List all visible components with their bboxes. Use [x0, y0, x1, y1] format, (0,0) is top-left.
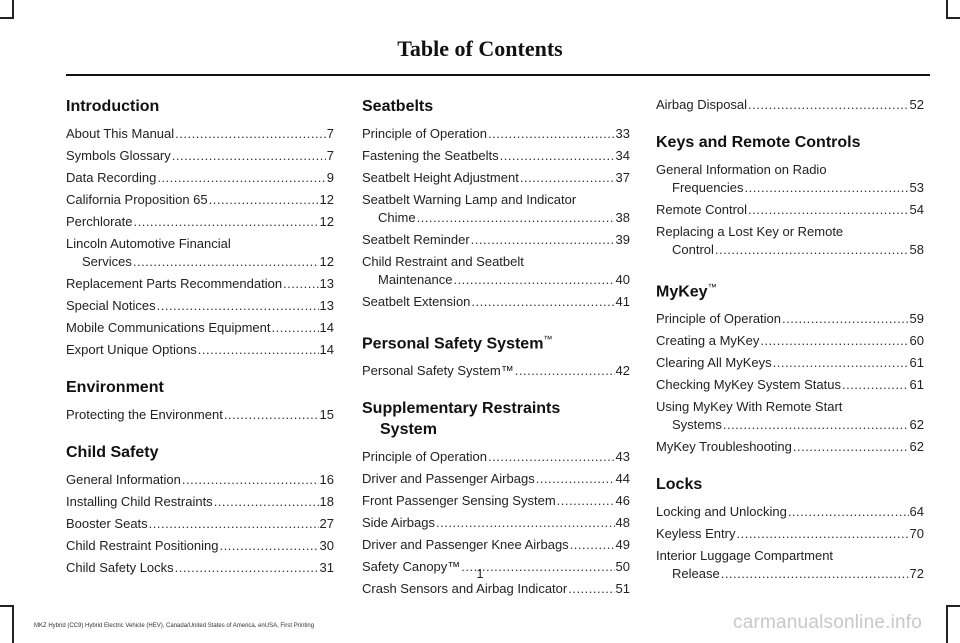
- dot-leader: [175, 125, 326, 143]
- section-heading-text: Seatbelts: [362, 98, 434, 115]
- section-heading: [656, 277, 924, 302]
- toc-entry-page: 40: [615, 272, 630, 287]
- toc-entry-title-line1: General Information on Radio: [656, 162, 827, 177]
- toc-entry-title-line1: Interior Luggage Compartment: [656, 548, 834, 564]
- toc-entry[interactable]: [362, 293, 630, 311]
- crop-mark: [0, 605, 14, 607]
- toc-entry[interactable]: [362, 448, 630, 466]
- toc-entry-title: Personal Safety System™: [362, 363, 514, 379]
- toc-entry-row: [362, 448, 630, 466]
- dot-leader: [500, 147, 615, 165]
- trademark-symbol: ™: [707, 282, 717, 292]
- toc-entry[interactable]: [362, 125, 630, 143]
- toc-entry-page: 12: [319, 254, 334, 269]
- toc-entry-row: [656, 332, 924, 350]
- toc-entry[interactable]: [66, 235, 334, 271]
- toc-entry-page: 33: [615, 126, 630, 141]
- toc-column-1: [66, 96, 334, 595]
- toc-entry-page: 14: [319, 342, 334, 357]
- toc-entry-row: [66, 147, 334, 165]
- toc-entry-title: Seatbelt Extension: [362, 294, 471, 309]
- toc-entry[interactable]: [66, 125, 334, 143]
- toc-entry-row: [66, 319, 334, 337]
- toc-entry-row: [66, 191, 334, 209]
- toc-entry-title: Protecting the Environment: [66, 407, 223, 422]
- dot-leader: [557, 492, 615, 510]
- toc-entry-title: Principle of Operation: [656, 311, 782, 327]
- section-heading-text: Keys and Remote Controls: [656, 134, 861, 151]
- toc-entry-page: 48: [615, 515, 630, 531]
- toc-entry-title: Booster Seats: [66, 516, 148, 531]
- toc-section: [362, 96, 630, 311]
- toc-entry-row: [66, 125, 334, 143]
- toc-entry-title: Child Safety Locks: [66, 560, 174, 575]
- toc-entry-page: 12: [319, 192, 334, 207]
- crop-mark: [12, 605, 14, 643]
- toc-entry[interactable]: [656, 223, 924, 259]
- toc-entry-row: [656, 241, 924, 259]
- toc-column-2: [362, 96, 630, 616]
- toc-entry-title: Locking and Unlocking: [656, 504, 787, 520]
- toc-entry-page: 30: [319, 538, 334, 553]
- toc-entry-row: [656, 416, 924, 434]
- toc-entry-row: [66, 275, 334, 293]
- toc-entry[interactable]: [656, 438, 924, 456]
- toc-entry-title: General Information: [66, 472, 181, 487]
- toc-entry[interactable]: [362, 231, 630, 249]
- toc-entry-page: 61: [909, 377, 924, 393]
- dot-leader: [745, 179, 909, 197]
- toc-entry[interactable]: [66, 297, 334, 315]
- toc-entry[interactable]: [656, 332, 924, 350]
- toc-entry-title: Remote Control: [656, 202, 748, 217]
- toc-entry-title: Clearing All MyKeys: [656, 355, 772, 371]
- section-heading-text: MyKey: [656, 283, 708, 301]
- dot-leader: [219, 537, 318, 555]
- toc-entry[interactable]: [66, 493, 334, 511]
- dot-leader: [736, 525, 908, 543]
- toc-entry-page: 9: [326, 170, 334, 185]
- toc-entry-title: Safety Canopy™: [362, 559, 461, 575]
- section-heading-text: Child Safety: [66, 444, 159, 461]
- toc-entry-row: [362, 492, 630, 510]
- toc-entry-row: [66, 297, 334, 315]
- toc-entry-page: 54: [909, 202, 924, 217]
- crop-mark: [0, 17, 14, 19]
- dot-leader: [436, 514, 615, 532]
- section-heading: [66, 377, 334, 398]
- toc-entry-row: [362, 147, 630, 165]
- toc-entry-page: 13: [319, 276, 334, 291]
- toc-entry-row: [66, 253, 334, 271]
- dot-leader: [520, 169, 615, 187]
- toc-entry-title: Seatbelt Reminder: [362, 232, 470, 247]
- toc-entry-page: 38: [615, 210, 630, 225]
- toc-entry-row: [66, 169, 334, 187]
- page-title: Table of Contents: [397, 36, 563, 61]
- toc-entry-title: Maintenance: [378, 272, 453, 287]
- dot-leader: [715, 241, 909, 259]
- toc-entry-page: 59: [909, 311, 924, 327]
- toc-entry-title: Fastening the Seatbelts: [362, 148, 499, 163]
- toc-entry-page: 49: [615, 537, 630, 553]
- toc-entry-page: 72: [909, 566, 924, 582]
- toc-entry[interactable]: [66, 275, 334, 293]
- toc-entry[interactable]: [362, 514, 630, 532]
- toc-entry-row: [362, 125, 630, 143]
- toc-entry-title-line1: Using MyKey With Remote Start: [656, 399, 843, 415]
- toc-entry-page: 50: [615, 559, 630, 575]
- toc-entry-title: Release: [672, 566, 720, 582]
- toc-entry[interactable]: [362, 147, 630, 165]
- toc-entry-row: [66, 493, 334, 511]
- section-heading: [66, 96, 334, 117]
- toc-section: [66, 442, 334, 577]
- section-heading: [66, 442, 334, 463]
- section-heading-line2: System: [380, 421, 437, 439]
- toc-entry-title: Data Recording: [66, 170, 157, 185]
- toc-entry-row: [656, 201, 924, 219]
- section-heading-text: Locks: [656, 476, 703, 494]
- toc-entry[interactable]: [362, 470, 630, 488]
- dot-leader: [748, 201, 908, 219]
- dot-leader: [488, 125, 615, 143]
- section-heading-text: Environment: [66, 379, 164, 396]
- toc-entry-row: [66, 406, 334, 424]
- toc-entry-page: 15: [319, 407, 334, 422]
- dot-leader: [788, 503, 909, 521]
- dot-leader: [471, 293, 614, 311]
- toc-entry-page: 46: [615, 493, 630, 509]
- toc-entry-row: [362, 470, 630, 488]
- dot-leader: [209, 191, 319, 209]
- toc-entry-row: [66, 471, 334, 489]
- toc-entry-title: Principle of Operation: [362, 449, 488, 465]
- toc-entry-title: Seatbelt Height Adjustment: [362, 170, 519, 185]
- toc-entry-title: Chime: [378, 210, 416, 225]
- toc-entry-page: 41: [615, 294, 630, 309]
- toc-entry-title: Child Restraint Positioning: [66, 538, 219, 553]
- toc-section: [656, 277, 924, 456]
- toc-entry[interactable]: [66, 341, 334, 359]
- toc-entry-title-line1: Lincoln Automotive Financial: [66, 236, 231, 251]
- toc-entry-page: 70: [909, 526, 924, 542]
- dot-leader: [198, 341, 319, 359]
- toc-entry-row: [362, 231, 630, 249]
- toc-entry-title: MyKey Troubleshooting: [656, 439, 792, 455]
- toc-entry-row: [362, 293, 630, 311]
- toc-entry-row: [362, 271, 630, 289]
- toc-section: [66, 377, 334, 424]
- toc-entry-row: [66, 537, 334, 555]
- toc-entry-title: Control: [672, 242, 714, 257]
- toc-entry[interactable]: [362, 362, 630, 380]
- toc-entry-page: 7: [326, 126, 334, 141]
- trademark-symbol: ™: [543, 334, 553, 344]
- section-heading: [362, 329, 630, 354]
- toc-entry[interactable]: [66, 515, 334, 533]
- dot-leader: [568, 580, 614, 598]
- dot-leader: [133, 213, 318, 231]
- toc-entry[interactable]: [656, 398, 924, 434]
- toc-entry-page: 42: [615, 363, 630, 379]
- toc-entry[interactable]: [66, 147, 334, 165]
- section-heading: [656, 474, 924, 495]
- toc-entry-page: 16: [319, 472, 334, 487]
- crop-mark: [946, 17, 960, 19]
- toc-entry-row: [66, 341, 334, 359]
- dot-leader: [157, 169, 325, 187]
- crop-mark: [12, 0, 14, 18]
- toc-entry-row: [656, 96, 924, 114]
- toc-entry-page: 61: [909, 355, 924, 371]
- toc-entry[interactable]: [66, 537, 334, 555]
- toc-entry-page: 39: [615, 232, 630, 247]
- toc-entry-page: 60: [909, 333, 924, 349]
- toc-entry-row: [66, 515, 334, 533]
- page-number: 1: [476, 566, 484, 581]
- toc-entry-title: Symbols Glossary: [66, 148, 171, 163]
- dot-leader: [157, 297, 319, 315]
- toc-entry-row: [656, 179, 924, 197]
- toc-entry[interactable]: [656, 354, 924, 372]
- toc-entry-title: Replacement Parts Recommendation: [66, 276, 283, 291]
- toc-entry[interactable]: [66, 191, 334, 209]
- toc-entry-title: Checking MyKey System Status: [656, 377, 841, 393]
- toc-entry[interactable]: [656, 96, 924, 114]
- toc-entry-row: [362, 209, 630, 227]
- toc-entry[interactable]: [656, 310, 924, 328]
- toc-entry-title-line1: Child Restraint and Seatbelt: [362, 254, 524, 269]
- toc-entry[interactable]: [66, 319, 334, 337]
- toc-entry[interactable]: [656, 503, 924, 521]
- toc-entry-title: Export Unique Options: [66, 342, 197, 357]
- toc-entry-title: Special Notices: [66, 298, 156, 313]
- toc-entry-row: [656, 503, 924, 521]
- toc-entry-row: [362, 536, 630, 554]
- toc-entry-row: [656, 438, 924, 456]
- toc-entry-page: 37: [615, 170, 630, 185]
- toc-entry-row: [362, 169, 630, 187]
- toc-entry[interactable]: [362, 253, 630, 289]
- toc-section: [66, 96, 334, 359]
- toc-entry[interactable]: [656, 376, 924, 394]
- dot-leader: [842, 376, 909, 394]
- toc-entry[interactable]: [362, 169, 630, 187]
- toc-column-3: [656, 96, 924, 601]
- toc-entry-page: 14: [319, 320, 334, 335]
- toc-entry-title: Installing Child Restraints: [66, 494, 213, 509]
- section-heading: [656, 132, 924, 153]
- toc-section: [362, 329, 630, 380]
- toc-entry-row: [362, 514, 630, 532]
- section-heading: [362, 398, 630, 440]
- toc-entry-page: 62: [909, 417, 924, 433]
- toc-entry-title: Airbag Disposal: [656, 97, 748, 112]
- dot-leader: [172, 147, 326, 165]
- toc-entry-page: 58: [909, 242, 924, 257]
- toc-entry-page: 31: [319, 560, 334, 575]
- dot-leader: [417, 209, 615, 227]
- toc-entry-title-line1: Replacing a Lost Key or Remote: [656, 224, 844, 239]
- toc-entry-page: 13: [319, 298, 334, 313]
- toc-entry-page: 34: [615, 148, 630, 163]
- toc-entry[interactable]: [66, 213, 334, 231]
- toc-entry-page: 7: [326, 148, 334, 163]
- footer-text: MKZ Hybrid (CC9) Hybrid Electric Vehicle (HEV), Canada/United States of America, enUSA, First Printing: [34, 623, 315, 629]
- toc-entry-title: Creating a MyKey: [656, 333, 760, 349]
- toc-entry[interactable]: [66, 406, 334, 424]
- toc-entry-title: Frequencies: [672, 180, 744, 195]
- dot-leader: [214, 493, 319, 511]
- toc-entry-title: Services: [82, 254, 132, 269]
- toc-entry-title: Front Passenger Sensing System: [362, 493, 556, 509]
- dot-leader: [149, 515, 319, 533]
- toc-entry-page: 43: [615, 449, 630, 465]
- dot-leader: [133, 253, 319, 271]
- toc-entry-title-line1: Seatbelt Warning Lamp and Indicator: [362, 192, 577, 207]
- toc-entry[interactable]: [656, 161, 924, 197]
- dot-leader: [782, 310, 909, 328]
- toc-entry[interactable]: [66, 471, 334, 489]
- toc-entry-row: [362, 362, 630, 380]
- section-heading-text: Personal Safety System: [362, 335, 544, 353]
- toc-entry-row: [656, 525, 924, 543]
- toc-entry-page: 62: [909, 439, 924, 455]
- toc-entry-page: 18: [319, 494, 334, 509]
- toc-entry-row: [362, 580, 630, 598]
- toc-entry-title: Principle of Operation: [362, 126, 488, 141]
- section-heading-text: Introduction: [66, 98, 160, 115]
- title-rule: [66, 74, 930, 76]
- dot-leader: [748, 96, 908, 114]
- toc-entry-page: 53: [909, 180, 924, 195]
- dot-leader: [224, 406, 319, 424]
- toc-entry-title: About This Manual: [66, 126, 175, 141]
- dot-leader: [283, 275, 318, 293]
- watermark: carmanualsonline.info: [733, 612, 923, 633]
- section-heading-text: Supplementary Restraints: [362, 400, 561, 418]
- toc-entry[interactable]: [656, 525, 924, 543]
- toc-entry-page: 44: [615, 471, 630, 487]
- toc-entry-row: [66, 213, 334, 231]
- dot-leader: [793, 438, 909, 456]
- crop-mark: [946, 605, 948, 643]
- dot-leader: [182, 471, 319, 489]
- toc-section: [656, 132, 924, 259]
- toc-section: [656, 96, 924, 114]
- toc-entry-row: [656, 354, 924, 372]
- toc-entry-page: 12: [319, 214, 334, 229]
- toc-entry-title: Driver and Passenger Knee Airbags: [362, 537, 569, 553]
- dot-leader: [488, 448, 615, 466]
- dot-leader: [773, 354, 909, 372]
- toc-entry-title: Keyless Entry: [656, 526, 736, 542]
- toc-entry[interactable]: [362, 536, 630, 554]
- toc-entry-page: 27: [319, 516, 334, 531]
- dot-leader: [760, 332, 908, 350]
- toc-entry-title: Perchlorate: [66, 214, 133, 229]
- toc-entry-page: 51: [615, 581, 630, 597]
- toc-entry-page: 64: [909, 504, 924, 520]
- toc-entry[interactable]: [362, 492, 630, 510]
- toc-entry[interactable]: [362, 191, 630, 227]
- toc-entry-page: 52: [909, 97, 924, 112]
- toc-entry-title: Side Airbags: [362, 515, 435, 531]
- toc-entry[interactable]: [66, 169, 334, 187]
- dot-leader: [723, 416, 909, 434]
- section-heading: [362, 96, 630, 117]
- dot-leader: [471, 231, 615, 249]
- toc-entry-row: [656, 310, 924, 328]
- crop-mark: [946, 0, 948, 18]
- toc-entry-title: Crash Sensors and Airbag Indicator: [362, 581, 568, 597]
- toc-entry-title: Mobile Communications Equipment: [66, 320, 271, 335]
- dot-leader: [570, 536, 615, 554]
- toc-entry-title: Systems: [672, 417, 722, 433]
- toc-entry-title: Driver and Passenger Airbags: [362, 471, 535, 487]
- toc-entry[interactable]: [656, 201, 924, 219]
- toc-entry[interactable]: [362, 580, 630, 598]
- dot-leader: [271, 319, 318, 337]
- toc-entry-row: [656, 376, 924, 394]
- crop-mark: [946, 605, 960, 607]
- dot-leader: [536, 470, 615, 488]
- dot-leader: [515, 362, 615, 380]
- toc-entry-title: California Proposition 65: [66, 192, 208, 207]
- dot-leader: [453, 271, 614, 289]
